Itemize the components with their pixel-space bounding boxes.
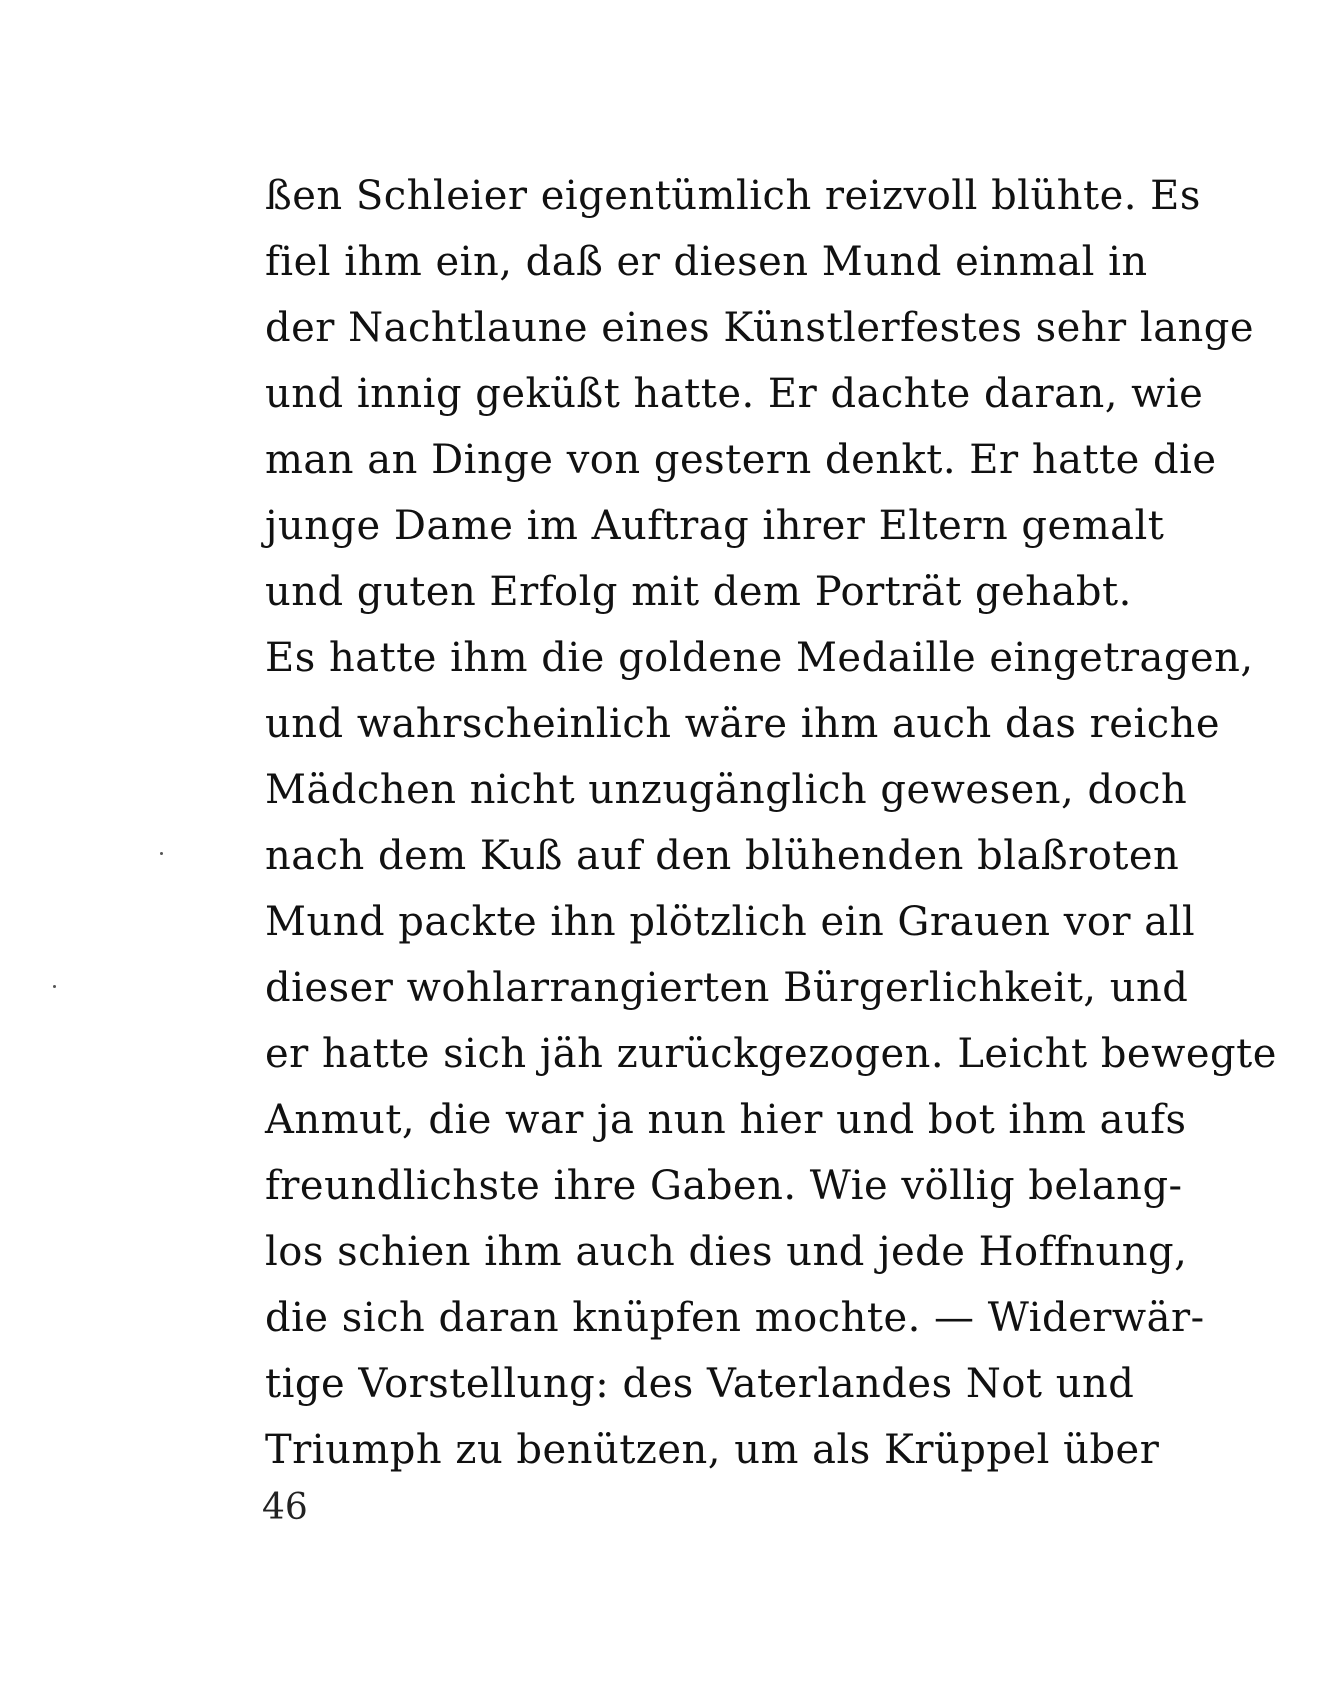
scan-speck: [160, 852, 163, 855]
text-line: Anmut, die war ja nun hier und bot ihm aufs: [265, 1097, 1187, 1143]
text-line: man an Dinge von gestern denkt. Er hatte die: [265, 437, 1217, 483]
text-line: fiel ihm ein, daß er diesen Mund einmal in: [265, 239, 1148, 285]
text-line: der Nachtlaune eines Künstlerfestes sehr lange: [265, 305, 1255, 351]
scan-speck: [53, 985, 56, 988]
text-line: die sich daran knüpfen mochte. — Widerwär-: [265, 1295, 1205, 1341]
text-line: und innig geküßt hatte. Er dachte daran, wie: [265, 371, 1204, 417]
text-line: und guten Erfolg mit dem Porträt gehabt.: [265, 569, 1132, 615]
text-line: dieser wohlarrangierten Bürgerlichkeit, und: [265, 965, 1189, 1011]
text-line: freundlichste ihre Gaben. Wie völlig belang-: [265, 1163, 1183, 1209]
text-line: tige Vorstellung: des Vaterlandes Not und: [265, 1361, 1135, 1407]
text-line: Es hatte ihm die goldene Medaille eingetragen,: [265, 635, 1254, 681]
text-line: junge Dame im Auftrag ihrer Eltern gemalt: [265, 503, 1165, 549]
text-line: ßen Schleier eigentümlich reizvoll blühte. Es: [265, 173, 1201, 219]
text-line: Mund packte ihn plötzlich ein Grauen vor all: [265, 899, 1196, 945]
text-line: nach dem Kuß auf den blühenden blaßroten: [265, 833, 1180, 879]
body-text: [265, 163, 1277, 1483]
page-number: 46: [262, 1487, 308, 1528]
text-line: Triumph zu benützen, um als Krüppel über: [265, 1427, 1160, 1473]
text-line: und wahrscheinlich wäre ihm auch das reiche: [265, 701, 1221, 747]
text-line: los schien ihm auch dies und jede Hoffnung,: [265, 1229, 1188, 1275]
text-line: Mädchen nicht unzugänglich gewesen, doch: [265, 767, 1188, 813]
text-line: er hatte sich jäh zurückgezogen. Leicht bewegte: [265, 1031, 1277, 1077]
